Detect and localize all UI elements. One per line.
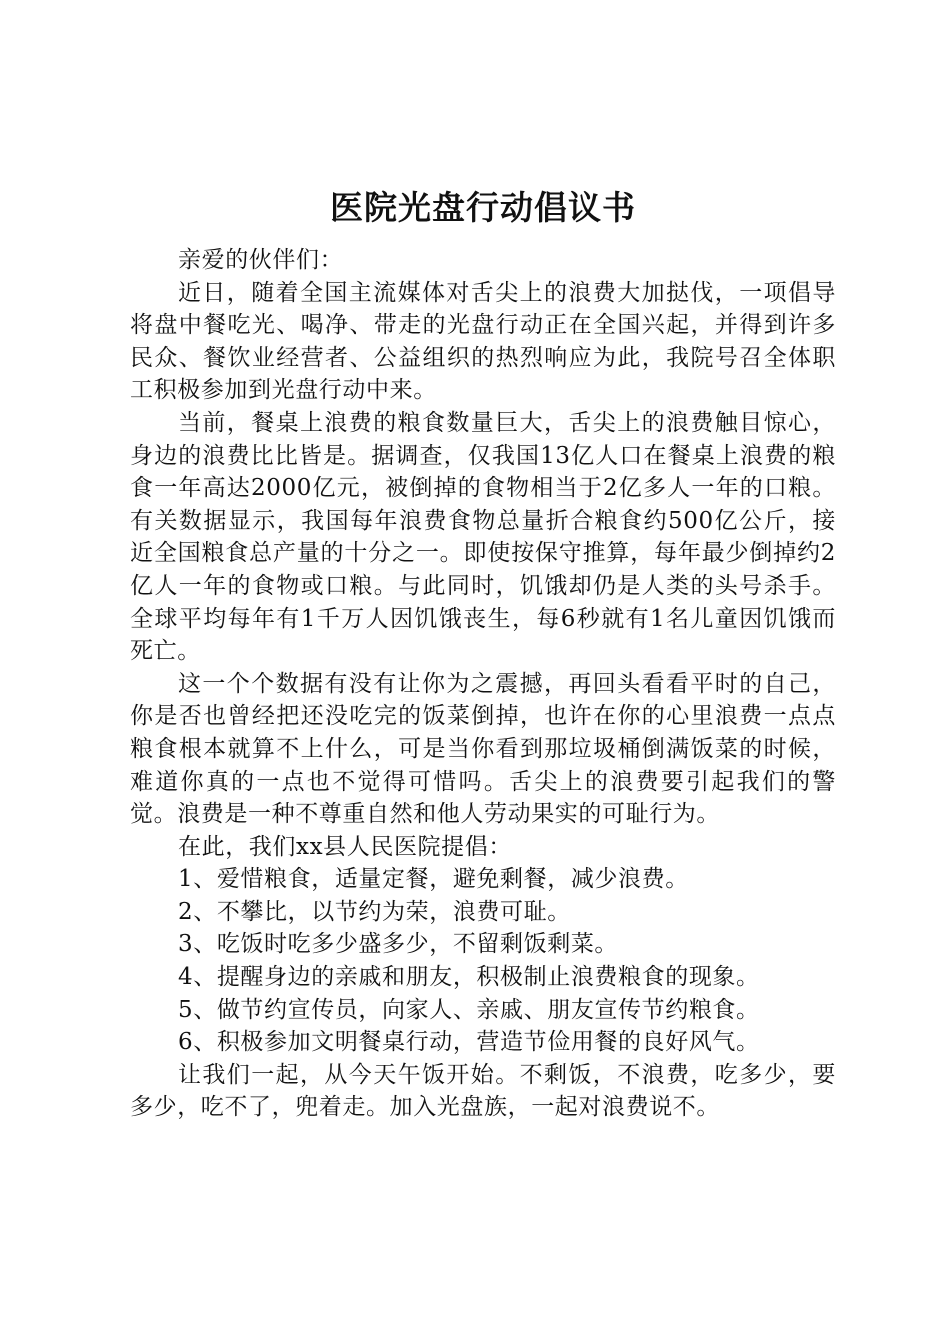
- salutation: 亲爱的伙伴们：: [178, 247, 344, 273]
- paragraph-intro: 近日，随着全国主流媒体对舌尖上的浪费大加挞伐，一项倡导将盘中餐吃光、喝净、带走的光盘行动正在全国兴起，并得到许多民众、餐饮业经营者、公益组织的热烈响应为此，我院号召全体职工积极参加到光盘行动中来。: [130, 279, 836, 404]
- proposal-item-3: 3、吃饭时吃多少盛多少，不留剩饭剩菜。: [178, 931, 619, 958]
- paragraph-reflection: 这一个个数据有没有让你为之震撼，再回头看看平时的自己，你是否也曾经把还没吃完的饭菜倒掉，也许在你的心里浪费一点点粮食根本就算不上什么，可是当你看到那垃圾桶倒满饭菜的时候，难道你真的一点也不觉得可惜吗。舌尖上的浪费要引起我们的警觉。浪费是一种不尊重自然和他人劳动果实的可耻行为。: [130, 670, 836, 828]
- proposal-item-6: 6、积极参加文明餐桌行动，营造节俭用餐的良好风气。: [178, 1029, 760, 1056]
- paragraph-proposal-lead: 在此，我们xx县人民医院提倡：: [178, 833, 512, 860]
- proposal-item-2: 2、不攀比，以节约为荣，浪费可耻。: [178, 898, 571, 925]
- closing-paragraph: 让我们一起，从今天午饭开始。不剩饭，不浪费，吃多少，要多少，吃不了，兜着走。加入光盘族，一起对浪费说不。: [130, 1061, 836, 1121]
- document-title: 医院光盘行动倡议书: [330, 188, 636, 227]
- paragraph-statistics: 当前，餐桌上浪费的粮食数量巨大，舌尖上的浪费触目惊心，身边的浪费比比皆是。据调查，仅我国13亿人口在餐桌上浪费的粮食一年高达2000亿元，被倒掉的食物相当于2亿多人一年的口粮。有关数据显示，我国每年浪费食物总量折合粮食约500亿公斤，接近全国粮食总产量的十分之一。即使按保守推算，每年最少倒掉约2亿人一年的食物或口粮。与此同时，饥饿却仍是人类的头号杀手。全球平均每年有1千万人因饥饿丧生，每6秒就有1名儿童因饥饿而死亡。: [130, 409, 836, 665]
- proposal-item-1: 1、爱惜粮食，适量定餐，避免剩餐，减少浪费。: [178, 866, 689, 893]
- proposal-item-4: 4、提醒身边的亲戚和朋友，积极制止浪费粮食的现象。: [178, 964, 760, 991]
- proposal-item-5: 5、做节约宣传员，向家人、亲戚、朋友宣传节约粮食。: [178, 996, 760, 1023]
- document-page: [130, 182, 836, 1124]
